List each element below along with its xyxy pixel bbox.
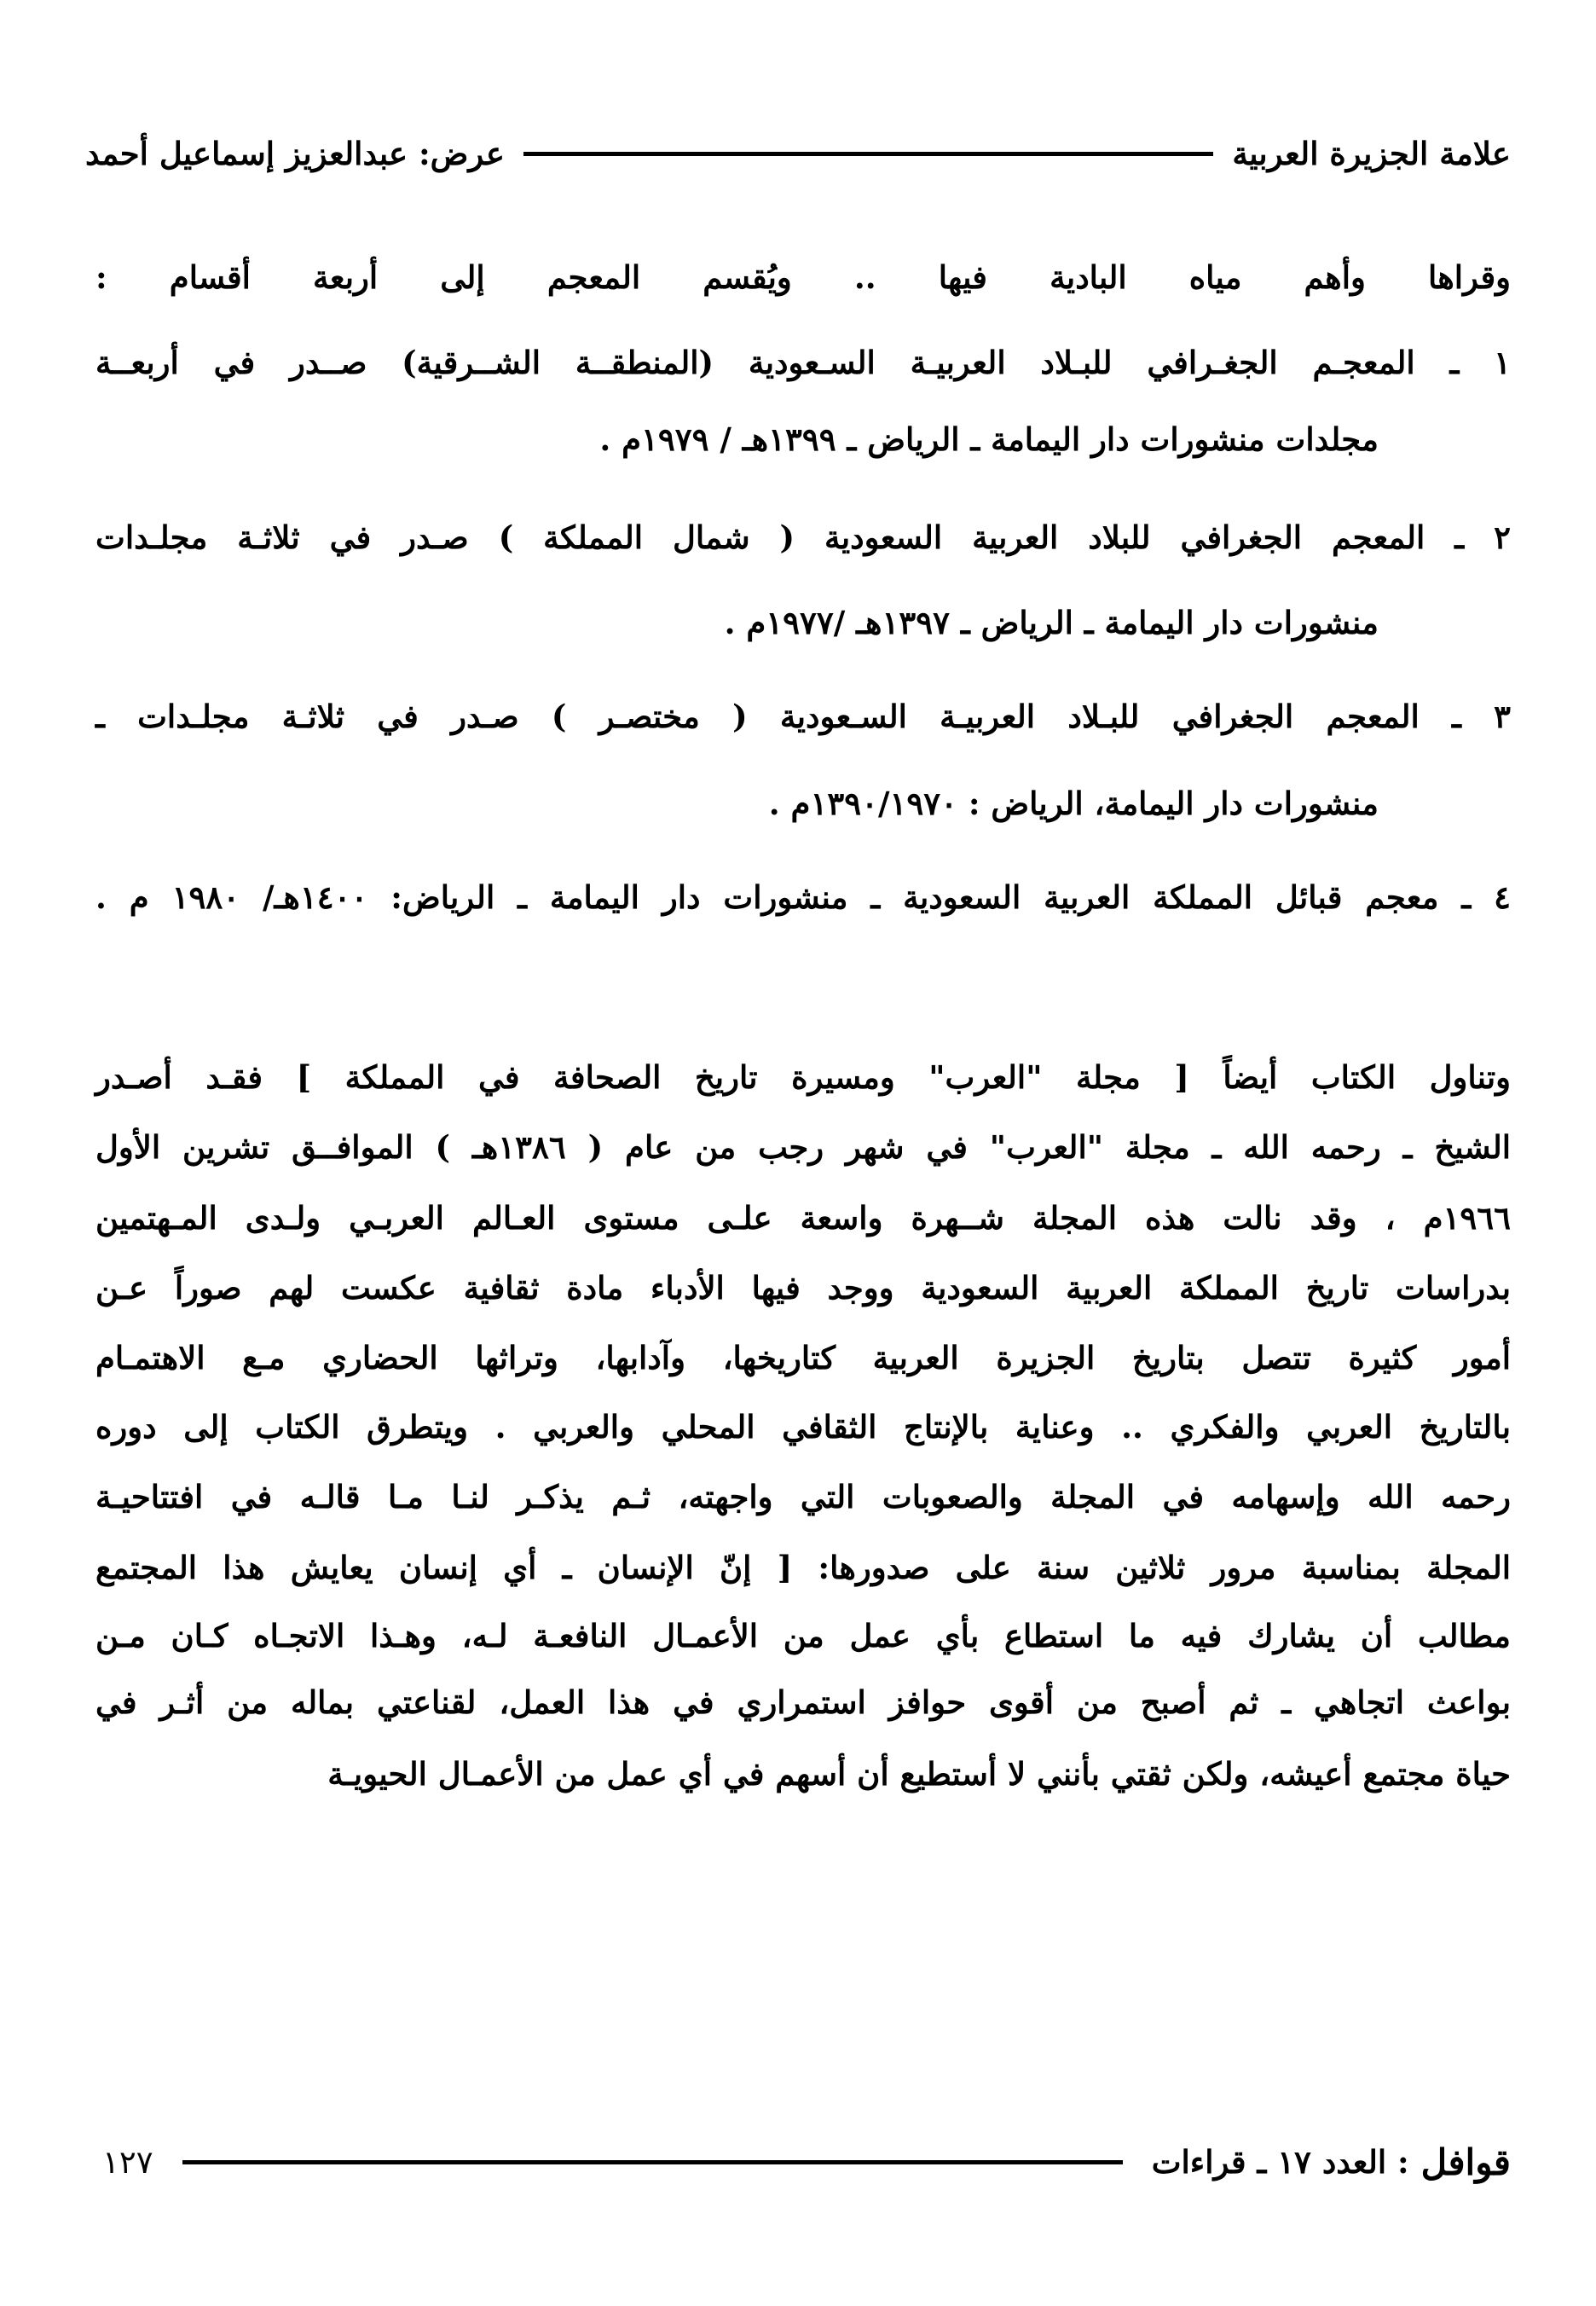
paragraph-line-5: أمور كثيرة تتصل بتاريخ الجزيرة العربية كتاريخها، وآدابها، وتراثها الحضاري مـع الاهتمـام	[95, 1339, 1511, 1376]
page-number: ١٢٧	[102, 2143, 153, 2181]
paragraph-line-9: مطالب أن يشارك فيه ما استطاع بأي عمل من الأعمـال النافعـة لـه، وهـذا الاتجـاه كـان مـن	[95, 1617, 1511, 1654]
running-header	[85, 128, 1511, 179]
list-item-3-line-1: ٣ ـ المعجم الجغرافي للبـلاد العربيـة السـعودية ( مختصـر ) صـدر في ثلاثـة مجلـدات ـ	[95, 698, 1511, 735]
footer-issue: : العدد ١٧ ـ قراءات	[1151, 2143, 1409, 2181]
list-item-4: ٤ ـ معجم قبائل المملكة العربية السعودية ـ منشورات دار اليمامة ـ الرياض: ١٤٠٠هـ/ ١٩٨٠ م .	[95, 878, 1511, 916]
header-reviewer: عرض: عبدالعزيز إسماعيل أحمد	[85, 135, 505, 172]
paragraph-line-7: رحمه الله وإسهامه في المجلة والصعوبات التي واجهته، ثـم يذكـر لنـا مـا قالـه في افتتاحيـة	[95, 1478, 1511, 1515]
running-footer	[102, 2136, 1511, 2187]
footer-rule	[182, 2160, 1123, 2164]
paragraph-line-3: ١٩٦٦م ، وقد نالت هذه المجلة شــهرة واسعة علـى مستوى العـالم العربـي ولـدى المـهتمين	[95, 1199, 1511, 1237]
paragraph-line-10: بواعث اتجاهي ـ ثم أصبح من أقوى حوافز استمراري في هذا العمل، لقناعتي بماله من أثـر في	[95, 1683, 1511, 1721]
list-item-2-line-2: منشورات دار اليمامة ـ الرياض ـ ١٣٩٧هـ /١٩٧٧م .	[724, 604, 1379, 641]
list-item-2-line-1: ٢ ـ المعجم الجغرافي للبلاد العربية السعودية ( شمال المملكة ) صـدر في ثلاثـة مجلـدات	[95, 519, 1511, 556]
paragraph-line-8: المجلة بمناسبة مرور ثلاثين سنة على صدورها: [ إنّ الإنسان ـ أي إنسان يعايش هذا المجتمع	[95, 1549, 1511, 1586]
list-item-1-line-1: ١ ـ المعجـم الجغـرافي للبـلاد العربيـة السـعودية (المنطقــة الشــرقية) صــدر في أربعــة	[95, 344, 1511, 381]
header-journal-title: علامة الجزيرة العربية	[1232, 135, 1511, 172]
footer-journal-name: قوافل	[1420, 2141, 1511, 2183]
list-item-3-line-2: منشورات دار اليمامة، الرياض : ١٣٩٠/١٩٧٠م .	[768, 785, 1379, 822]
intro-line: وقراها وأهم مياه البادية فيها .. ويُقسم المعجم إلى أربعة أقسام :	[95, 258, 1511, 296]
header-rule	[523, 152, 1213, 156]
paragraph-line-2: الشيخ ـ رحمه الله ـ مجلة "العرب" في شهر رجب من عام ( ١٣٨٦هـ ) الموافــق تشرين الأول	[95, 1128, 1511, 1166]
paragraph-line-1: وتناول الكتاب أيضاً [ مجلة "العرب" ومسيرة تاريخ الصحافة في المملكة ] فقـد أصـدر	[95, 1058, 1511, 1096]
paragraph-line-6: بالتاريخ العربي والفكري .. وعناية بالإنتاج الثقافي المحلي والعربي . ويتطرق الكتاب إلى دوره	[95, 1408, 1511, 1446]
list-item-1-line-2: مجلدات منشورات دار اليمامة ـ الرياض ـ ١٣٩٩هـ / ١٩٧٩م .	[599, 420, 1379, 458]
paragraph-line-11: حياة مجتمع أعيشه، ولكن ثقتي بأنني لا أستطيع أن أسهم في أي عمل من الأعمـال الحيويـة	[327, 1755, 1511, 1793]
paragraph-line-4: بدراسات تاريخ المملكة العربية السعودية ووجد فيها الأدباء مادة ثقافية عكست لهم صوراً عـن	[95, 1269, 1511, 1307]
